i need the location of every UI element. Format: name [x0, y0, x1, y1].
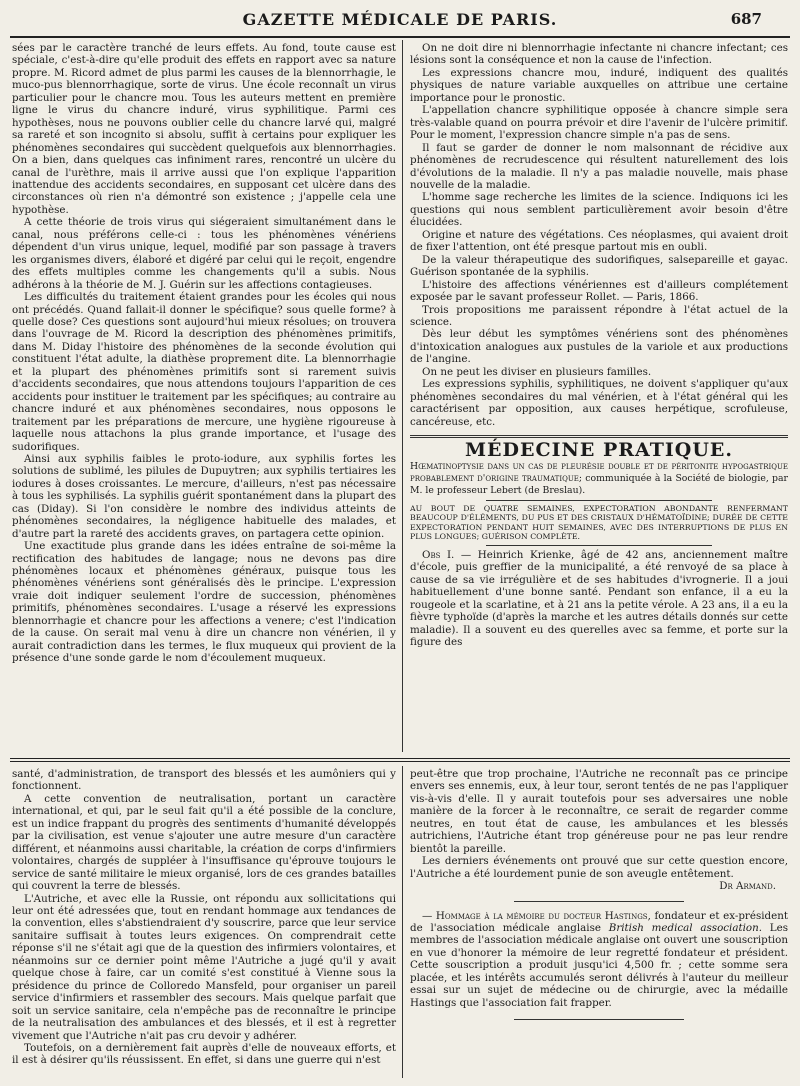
- horizontal-rule: [10, 758, 790, 759]
- divider-rule: [486, 545, 713, 546]
- hommage-paragraph: [410, 910, 788, 1010]
- paragraph: peut-être que trop prochaine, l'Autriche ne reconnaît pas ce principe envers ses ennemis, eux, à leur tour, seront tentés de ne pas l'appliquer vis-à-vis d'elle. Il y aurait toutefois pour ses adversaires une noble manière de la forcer à le reconnaître, ce serait de regarder comme neutres, en tout état de cause, les ambulances et les blessés autrichiens, l'Autriche étant trop généreuse pour ne pas leur rendre bientôt la pareille.: [410, 768, 788, 855]
- paragraph: On ne peut les diviser en plusieurs familles.: [422, 365, 652, 378]
- observation-paragraph: [410, 549, 788, 649]
- bottom-right-column: [410, 768, 788, 1023]
- paragraph: sées par le caractère tranché de leurs effets. Au fond, toute cause est spéciale, c'est-à-dire qu'elle produit des effets en rapport avec sa nature propre. M. Ricord admet de plus parmi les causes de la blennorrhagie, le muco-pus blennorrhagique, sorte de virus. Une école reconnaît un virus particulier pour le chancre mou. Tous les auteurs mettent en première ligne le virus du chancre induré, virus syphilitique. Parmi ces hypothèses, nous ne pouvons oublier celle du chancre larvé qui, malgré sa rareté et son incognito si absolu, suffit à certains pour expliquer les phénomènes secondaires qui succèdent quelquefois aux blennorrhagies. On a bien, dans quelques cas infiniment rares, rencontré un ulcère du canal de l'urèthre, mais il arrive aussi que l'on explique l'apparition inattendue des accidents secondaires, en supposant cet ulcère dans des circonstances où rien n'a démontré son existence ; j'appelle cela une hypothèse.: [12, 42, 396, 216]
- paragraph: Les expressions syphilis, syphilitiques, ne doivent s'appliquer qu'aux phénomènes secondaires du mal vénérien, et à l'état général qui les caractérisent par opposition, aux causes herpétique, scrofuleuse, cancéreuse, etc.: [410, 378, 788, 428]
- author-signature: Dr Armand.: [719, 880, 776, 893]
- section-title: MÉDECINE PRATIQUE.: [465, 439, 733, 462]
- page-header: [0, 10, 800, 36]
- article-title: Hœmatinoptysie dans un cas de pleurésie double et de péritonite hypogastrique probablement d'origine traumatique: [410, 460, 788, 484]
- horizontal-rule: [10, 761, 790, 762]
- bottom-left-column: [12, 768, 396, 1067]
- article-summary: AU BOUT DE QUATRE SEMAINES, EXPECTORATION ABONDANTE RENFERMANT BEAUCOUP D'ÉLÉMENTS, DU PUS ET DES CRISTAUX D'HÉMATOÏDINE; DURÉE DE CETTE EXPECTORATION PENDANT HUIT SEMAINES, AVEC DES INTERRUPTIONS DE PLUS EN PLUS LONGUES; GUÉRISON COMPLÈTE.: [410, 503, 788, 542]
- paragraph: Origine et nature des végétations. Ces néoplasmes, qui avaient droit de fixer l'attention, ont été presque partout mis en oubli.: [410, 228, 788, 254]
- divider-rule: [486, 500, 713, 501]
- page-number: 687: [730, 10, 762, 28]
- article-heading: [410, 461, 788, 497]
- paragraph: A cette convention de neutralisation, portant un caractère international, et qui, par le seul fait qu'il a été possible de la conclure, est un indice frappant du progrès des sentiments d'humanité développés par la civilisation, est venue s'ajouter une autre mesure d'un caractère différent, et néanmoins aussi charitable, la création de corps d'infirmiers volontaires, chargés de suppléer à l'insuffisance qu'éprouve toujours le service de santé militaire le mieux organisé, lors de ces grandes batailles qui couvrent la terre de blessés.: [12, 792, 396, 893]
- paragraph: Dès leur début les symptômes vénériens sont des phénomènes d'intoxication analogues aux pustules de la variole et aux productions de l'angine.: [410, 328, 788, 366]
- hommage-body: Les membres de l'association médicale anglaise ont ouvert une souscription en vue d'honorer la mémoire de leur regretté fondateur et président. Cette souscription a produit jusqu'ici 4,500 fr. ; cette somme sera placée, et les intérêts accumulés seront délivrés à l'auteur du meilleur essai sur un sujet de médecine ou de chirurgie, avec la médaille Hastings que l'association fait frapper.: [410, 921, 789, 1009]
- paragraph: Les derniers événements ont prouvé que sur cette question encore, l'Autriche a été lourdement punie de son aveugle entêtement.: [410, 855, 788, 880]
- column-divider: [402, 40, 403, 752]
- paragraph: Une exactitude plus grande dans les idées entraîne de soi-même la rectification des habitudes de langage; nous ne devons pas dire phénomènes locaux et phénomènes généraux, puisque tous les phénomènes vénériens sont généralisés dès le principe. L'expression vraie doit indiquer seulement l'ordre de succession, phénomènes primitifs, phénomènes secondaires. L'usage a réservé les expressions blennorrhagie et chancre pour les affections a venere; c'est l'indication de la cause. On serait mal venu à dire un chancre non vénérien, il y aurait contradiction dans les termes, le flux muqueux qui provient de la présence d'une sonde garde le nom d'écoulement muqueux.: [12, 540, 396, 665]
- hommage-lead: — Hommage à la mémoire du docteur Hastings: [422, 909, 648, 922]
- paragraph: Les difficultés du traitement étaient grandes pour les écoles qui nous ont précédés. Quand fallait-il donner le spécifique? sous quelle forme? à quelle dose? Ces questions sont aujourd'hui mieux résolues; on trouvera dans l'ouvrage de M. Ricord la description des phénomènes primitifs, dans M. Diday l'histoire des phénomènes de la seconde évolution qui constituent l'état adulte, la diathèse proprement dite. La blennorrhagie et la plupart des phénomènes primitifs sont si rarement suivis d'accidents secondaires, que nous attendons toujours l'apparition de ces accidents pour instituer le traitement par les spécifiques; au contraire au chancre induré et aux phénomènes secondaires, nous opposons le traitement par les préparations de mercure, une hygiène rigoureuse à laquelle nous attachons la plus grande importance, et l'usage des sudorifiques.: [12, 291, 396, 453]
- paragraph: Toutefois, on a dernièrement fait auprès d'elle de nouveaux efforts, et il est à désirer qu'ils réussissent. En effet, si dans une guerre qui n'est: [12, 1041, 396, 1067]
- paragraph: Les expressions chancre mou, induré, indiquent des qualités physiques de nature variable auxquelles on attribue une certaine importance pour le pronostic.: [410, 66, 788, 104]
- paragraph: Il faut se garder de donner le nom malsonnant de récidive aux phénomènes de recrudescence qui résultent naturellement des lois d'évolutions de la maladie. Il n'y a pas maladie nouvelle, mais phase nouvelle de la maladie.: [410, 141, 788, 191]
- observation-label: Obs I.: [422, 548, 455, 561]
- paragraph: L'Autriche, et avec elle la Russie, ont répondu aux sollicitations qui leur ont été adressées que, tout en rendant hommage aux tendances de la convention, elles s'abstiendraient d'y souscrire, parce que leur service sanitaire suffisait à toutes leurs exigences. On comprendrait cette réponse s'il ne s'était agi que de la question des infirmiers volontaires, et néanmoins sur ce dernier point même l'Autriche a jugé qu'il y avait quelque chose à faire, car un comité s'est constitué à Vienne sous la présidence du prince de Colloredo Mansfeld, pour organiser un pareil service d'infirmiers et rassembler des secours. Mais quelque parfait que soit un service sanitaire, cela n'empêche pas de reconnaître le principe de la neutralisation des ambulances et des blessés, et il est à regretter vivement que l'Autriche n'ait pas cru devoir y adhérer.: [12, 892, 396, 1042]
- journal-title: GAZETTE MÉDICALE DE PARIS.: [242, 10, 558, 29]
- end-rule: [514, 1019, 684, 1020]
- paragraph: L'homme sage recherche les limites de la science. Indiquons ici les questions qui nous semblent particulièrement avoir besoin d'être élucidées.: [410, 191, 788, 229]
- article-byline: ; communiquée à la Société de biologie, par M. le professeur Lebert (de Breslau).: [410, 472, 788, 496]
- observation-text: — Heinrich Krienke, âgé de 42 ans, anciennement maître d'école, puis greffier de la municipalité, a été renvoyé de sa place à cause de sa vie irrégulière et de ses habitudes d'ivrognerie. Il a joui habituellement d'une bonne santé. Pendant son enfance, il a eu la rougeole et la scarlatine, et à 21 ans la petite vérole. A 23 ans, il a eu la fièvre typhoïde (d'après la marche et les autres détails donnés sur cette maladie). Il a souvent eu des querelles avec sa femme, et porte sur la figure des: [410, 548, 789, 649]
- paragraph: Trois propositions me paraissent répondre à l'état actuel de la science.: [410, 303, 788, 328]
- association-name: British medical association.: [608, 921, 763, 934]
- section-rule: [410, 435, 788, 438]
- paragraph: L'histoire des affections vénériennes est d'ailleurs complétement exposée par le savant professeur Rollet. — Paris, 1866.: [410, 278, 788, 304]
- top-left-column: [12, 42, 396, 665]
- paragraph: Ainsi aux syphilis faibles le proto-iodure, aux syphilis fortes les solutions de sublimé, les pilules de Dupuytren; aux syphilis tertiaires les iodures à doses croissantes. Le mercure, d'ailleurs, n'est pas nécessaire à tous les syphilisés. La syphilis guérit spontanément dans la plupart des cas (Diday). Si l'on considère le nombre des individus atteints de phénomènes secondaires, la négligence habituelle des malades, et d'autre part la rareté des accidents graves, on partagera cette opinion.: [12, 452, 396, 540]
- paragraph: De la valeur thérapeutique des sudorifiques, salsepareille et gayac. Guérison spontanée de la syphilis.: [410, 253, 788, 279]
- column-divider: [402, 766, 403, 1078]
- paragraph: santé, d'administration, de transport des blessés et les aumôniers qui y fonctionnent.: [12, 768, 396, 793]
- paragraph: L'appellation chancre syphilitique opposée à chancre simple sera très-valable quand on pourra prévoir et dire l'avenir de l'ulcère primitif. Pour le moment, l'expression chancre simple n'a pas de sens.: [410, 104, 788, 142]
- paragraph: On ne doit dire ni blennorrhagie infectante ni chancre infectant; ces lésions sont la conséquence et non la cause de l'infection.: [410, 42, 788, 67]
- paragraph: A cette théorie de trois virus qui siégeraient simultanément dans le canal, nous préférons celle-ci : tous les phénomènes vénériens dépendent d'un virus unique, lequel, modifié par son passage à travers les organismes divers, élaboré et digéré par celui qui le reçoit, engendre des effets multiples comme les changements qu'il a subis. Nous adhérons à la théorie de M. J. Guérin sur les affections contagieuses.: [12, 216, 396, 291]
- top-right-column: [410, 42, 788, 649]
- header-rule: [10, 36, 790, 38]
- divider-rule: [514, 901, 684, 902]
- hommage-text: , fondateur et ex-président de l'association médicale anglaise: [410, 909, 788, 934]
